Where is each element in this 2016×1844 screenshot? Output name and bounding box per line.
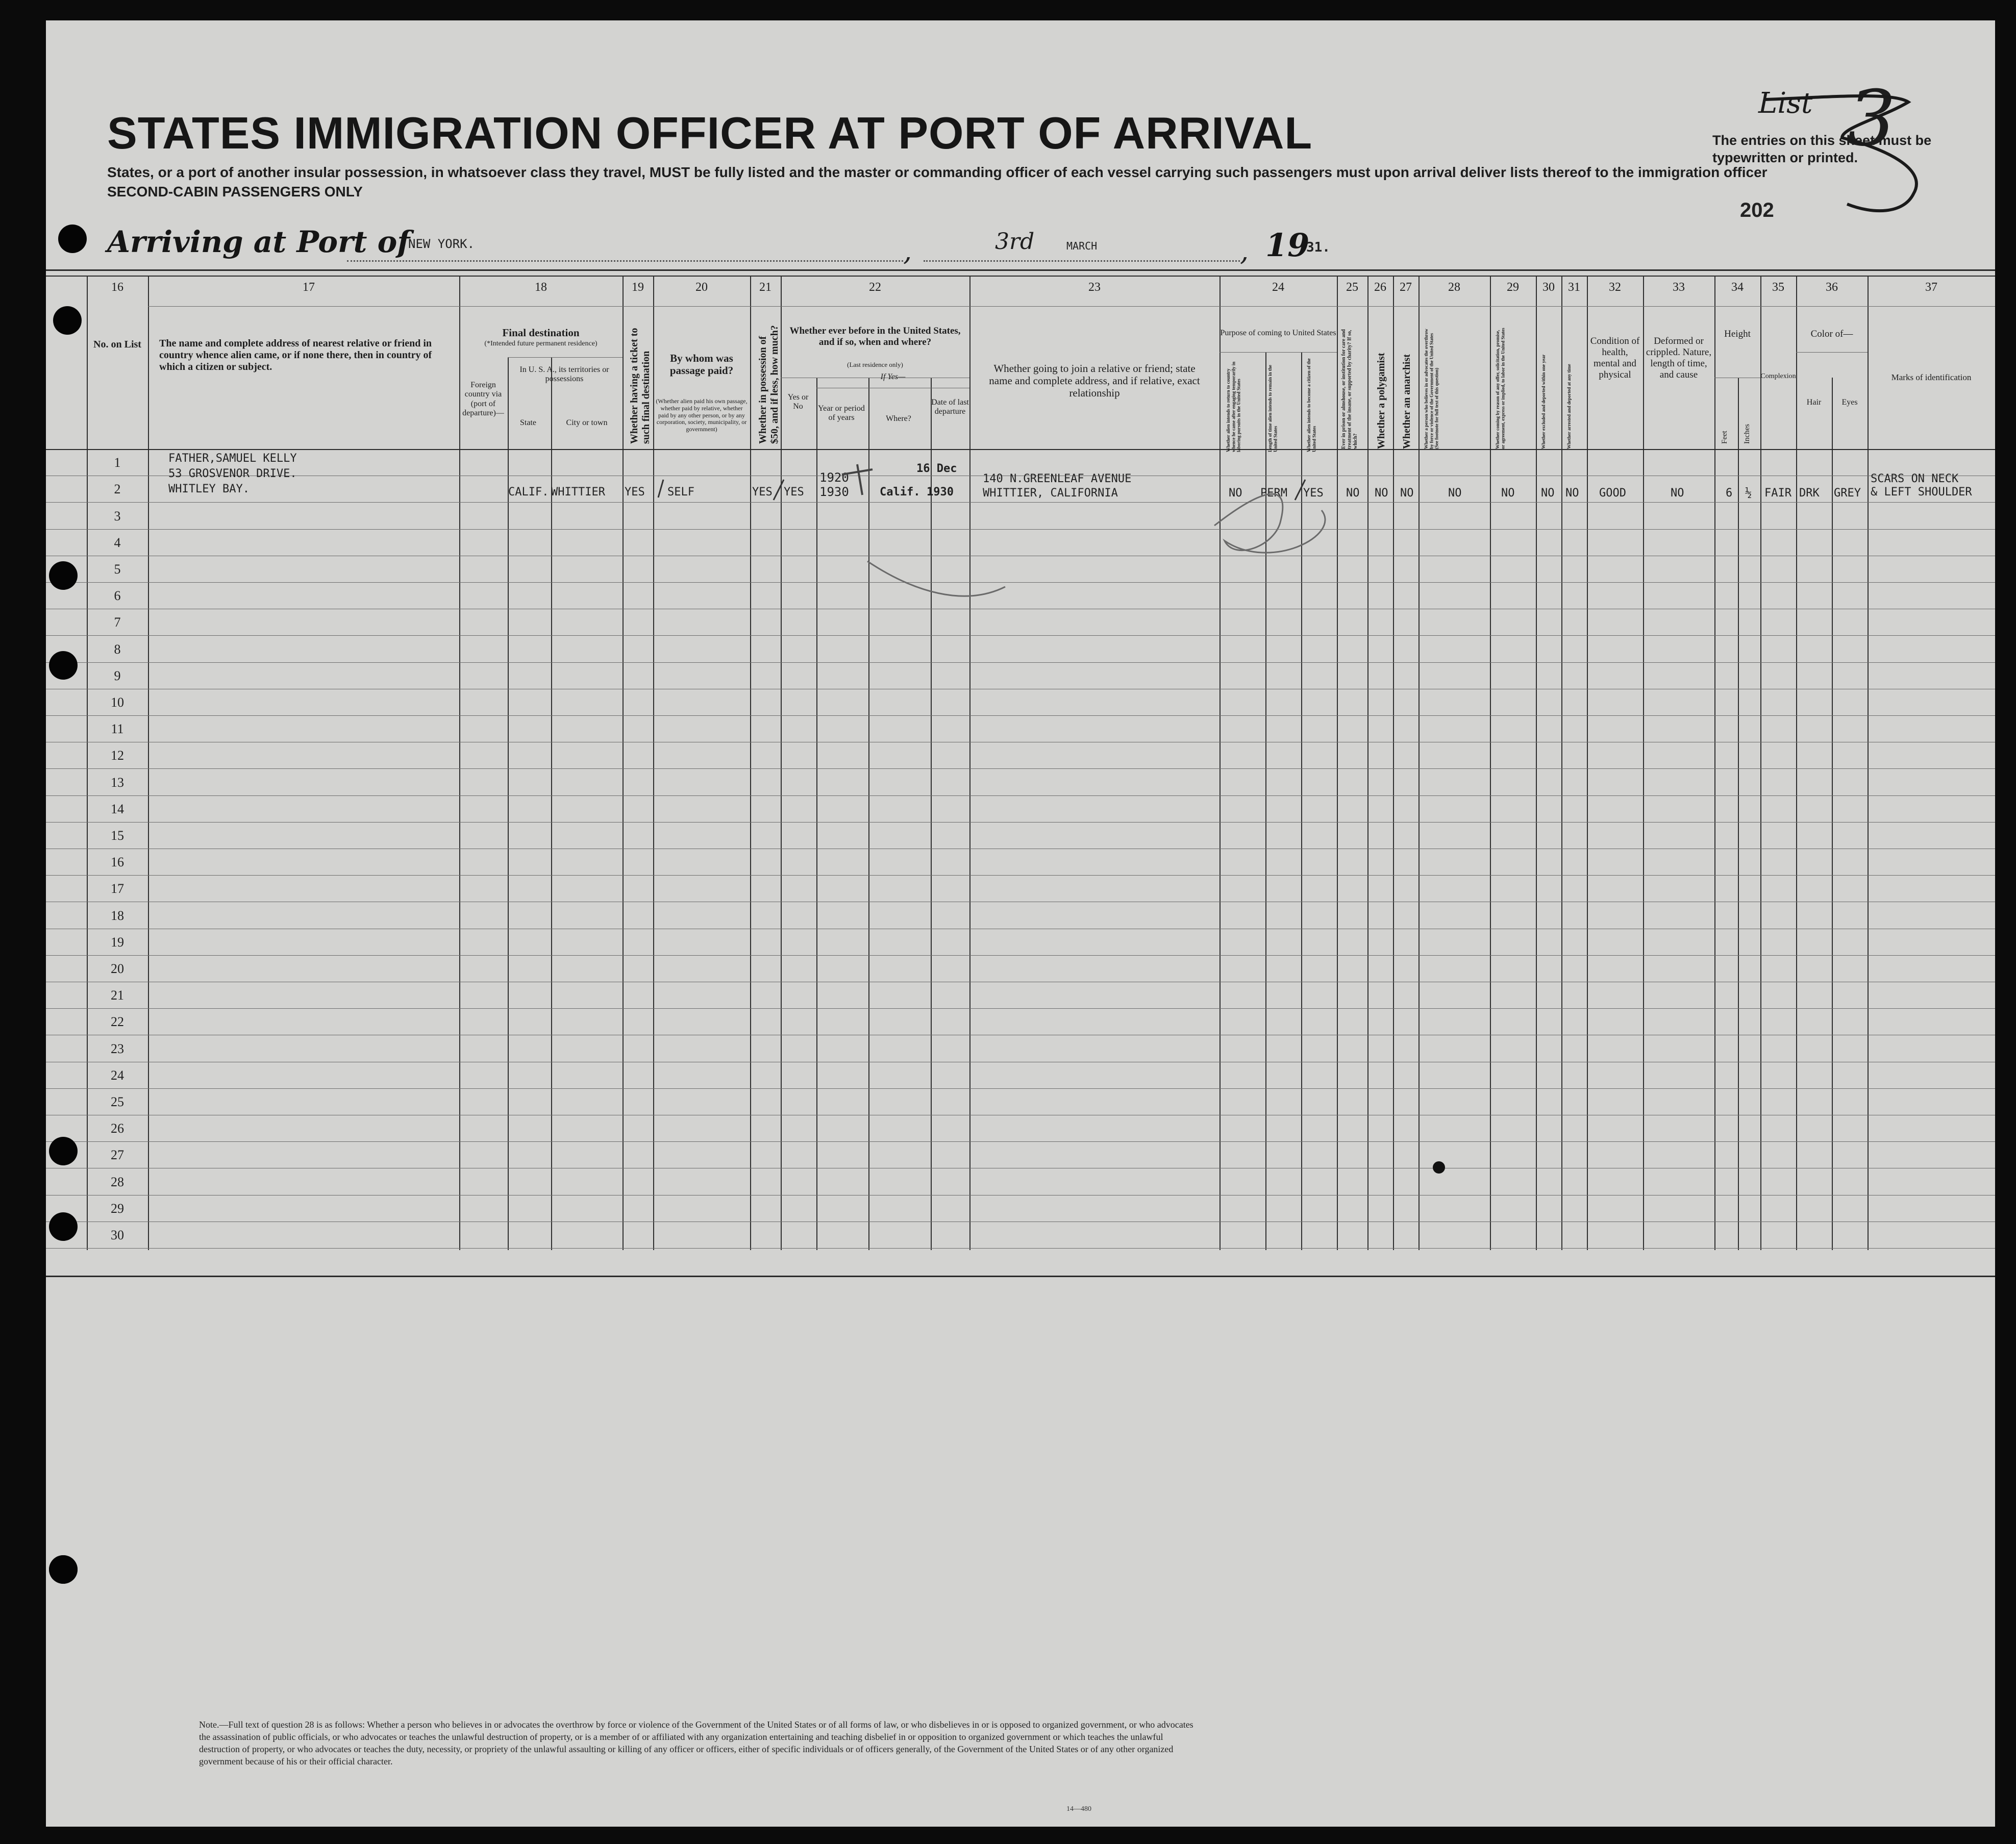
entry-health: GOOD [1599,487,1626,500]
row-number: 17 [111,881,124,896]
col-18-state: State [520,418,536,427]
col-22-number: 22 [869,281,881,294]
entry-state: CALIF. [508,486,549,499]
col-20-number: 20 [695,281,708,294]
entry-hair: DRK [1799,487,1820,500]
row-number: 13 [111,775,124,790]
col-20-subheader: (Whether alien paid his own passage, whether paid by relative, whether paid by any other person, or by any corporation, society, municipality, or government) [656,397,748,433]
row-number: 27 [111,1148,124,1163]
row-number: 9 [114,668,121,683]
col-18-header: Final destination [502,327,580,339]
punch-hole [49,1212,78,1241]
year-suffix: 31. [1306,240,1330,255]
form-code: 14—480 [1066,1805,1091,1813]
col-23-header: Whether going to join a relative or friend; state name and complete address, and if relative, exact relationship [989,362,1200,400]
row-number: 5 [114,562,121,577]
col-16-header: No. on List [93,339,141,350]
row-number: 18 [111,908,124,923]
entry-fifty-dollars: YES [752,486,773,499]
entry-q31: NO [1565,487,1579,500]
entry-return: NO [1229,487,1242,500]
col-27-header: Whether an anarchist [1401,354,1412,449]
entry-q25: NO [1346,487,1360,500]
col-25-number: 25 [1346,281,1358,294]
row-number: 1 [114,455,121,470]
col-26-header: Whether a polygamist [1376,353,1387,449]
row-number: 8 [114,641,121,657]
row-number: 19 [111,934,124,950]
entry-complexion: FAIR [1764,487,1791,500]
col-28-number: 28 [1448,281,1460,294]
row-number: 16 [111,855,124,870]
col-31-number: 31 [1568,281,1580,294]
row-number: 15 [111,828,124,843]
entry-departure-date: 16 Dec [916,462,957,475]
row-number: 3 [114,508,121,524]
row-number: 4 [114,535,121,550]
col-30-header: Whether excluded and deported within one year [1541,354,1546,449]
footnote: Note.—Full text of question 28 is as follows: Whether a person who believes in or advocates the overthrow by force or violence of the Government of the United States or of all forms of law, or who disbelieves in or is opposed to organized government, or who advocates the assassination of public officials, or who advocates or teaches the unlawful destruction of property, or is a member of or affiliated with any organization entertaining and teaching disbelief in or opposition to organized government or which teaches the unlawful destruction of property, or who advocates or teaches the duty, necessity, or propriety of the unlawful assaulting or killing of any officer or officers, either of specific individuals or of officers generally, of the Government of the United States or of any other organized government because of his or their official character. [199,1720,1193,1766]
entry-where: Calif. [880,486,920,499]
row-number: 14 [111,801,124,816]
entry-q26: NO [1375,487,1388,500]
col-18-number: 18 [535,281,547,294]
entry-q28: NO [1448,487,1462,500]
row-number: 30 [111,1228,124,1242]
col-17-header: The name and complete address of nearest relative or friend in country whence alien came, or if none there, then in country of which a citizen or subject. [159,338,432,372]
entry-paid-by: SELF [667,486,694,499]
row-number: 7 [114,615,121,630]
col-17-number: 17 [303,281,315,294]
sheet-number: 202 [1740,199,1774,221]
entry-years-2: 1930 [819,485,849,499]
col-16-number: 16 [111,281,123,294]
entry-before-in-us: YES [784,486,804,499]
pen-marks [46,20,1995,1827]
entry-feet: 6 [1726,487,1733,500]
comma-mark: , [903,235,912,267]
entry-citizen: YES [1303,487,1324,500]
marks-line-2: & LEFT SHOULDER [1871,486,1972,499]
col-22-if-yes: If Yes— [880,372,906,381]
col-18-foreign: Foreign country via (port of departure)— [462,381,504,418]
col-36-hair: Hair [1806,398,1822,407]
join-line-1: 140 N.GREENLEAF AVENUE [983,472,1132,485]
relative-line-1: FATHER,SAMUEL KELLY [168,452,297,465]
entry-deformed: NO [1671,487,1684,500]
entry-q30: NO [1541,487,1555,500]
entries-note: The entries on this sheet must be typewritten or printed. [1712,133,1932,165]
row-number: 22 [111,1014,124,1030]
arrival-day: 3rd [995,229,1035,255]
row-number: 24 [111,1067,124,1083]
col-24-citizen: Whether alien intends to become a citizen of the United States [1306,358,1317,452]
col-32-header: Condition of health, mental and physical [1590,336,1640,380]
entry-ticket: YES [625,486,645,499]
col-32-number: 32 [1609,281,1621,294]
arriving-label: Arriving at Port of [107,225,410,259]
entry-years-1: 1920 [819,470,849,485]
col-33-header: Deformed or crippled. Nature, length of time, and cause [1646,336,1712,380]
col-37-header: Marks of identification [1891,372,1972,382]
col-34-header: Height [1724,329,1751,339]
col-22-where: Where? [886,414,911,423]
row-number: 29 [111,1201,124,1216]
year-prefix: 19 [1265,227,1310,264]
col-24-length: Length of time alien intends to remain in the United States [1267,365,1278,452]
col-21-header: Whether in possession of $50, and if less, how much? [757,325,780,444]
arrival-month: MARCH [1066,240,1098,252]
row-number: 12 [111,748,124,763]
relative-line-3: WHITLEY BAY. [168,483,250,495]
row-number: 11 [111,721,124,737]
list-label: List [1758,87,1813,120]
relative-line-2: 53 GROSVENOR DRIVE. [168,467,297,480]
col-31-header: Whether arrested and deported at any time [1566,364,1572,449]
col-35-header: Complexion [1760,372,1796,380]
entry-length-of-stay: PERM [1260,487,1287,500]
col-22-subheader: (Last residence only) [847,361,903,368]
col-18-subheader: (*Intended future permanent residence) [484,340,598,347]
row-number: 20 [111,961,124,976]
col-22-yes-no: Yes or No [787,393,809,411]
entry-city: WHITTIER [551,486,605,499]
row-number: 28 [111,1174,124,1189]
comma-mark-2: , [1240,235,1249,267]
marks-line-1: SCARS ON NECK [1871,472,1959,485]
passenger-class-line: SECOND-CABIN PASSENGERS ONLY [107,184,363,200]
punch-hole [49,1137,78,1165]
intro-line: States, or a port of another insular possession, in whatsoever class they travel, MUST be fully listed and the master or commanding officer of each vessel carrying such passengers must upon arrival deliver lists thereof to the immigration officer [107,164,1768,180]
col-35-number: 35 [1772,281,1784,294]
col-34-inches: Inches [1743,423,1751,444]
page-title: STATES IMMIGRATION OFFICER AT PORT OF ARRIVAL [107,108,1313,158]
punch-hole [49,651,78,680]
punch-hole [58,225,87,253]
entry-q27: NO [1400,487,1414,500]
entry-eyes: GREY [1834,487,1861,500]
row-number: 6 [114,588,121,604]
col-22-header: Whether ever before in the United States, and if so, when and where? [789,326,961,347]
col-34-feet: Feet [1721,431,1729,444]
port-value: NEW YORK. [408,237,475,251]
col-22-departure: Date of last departure [931,398,969,416]
col-29-number: 29 [1507,281,1519,294]
col-36-eyes: Eyes [1841,398,1858,407]
row-number: 21 [111,988,124,1003]
col-18-usa: In U. S. A., its territories or possessions [519,365,609,384]
row-number: 2 [114,482,121,497]
col-24-number: 24 [1272,281,1284,294]
punch-hole [53,306,82,335]
row-number: 10 [111,695,124,710]
col-21-number: 21 [759,281,771,294]
col-33-number: 33 [1673,281,1685,294]
entry-departure-year: 1930 [927,486,954,499]
col-19-number: 19 [632,281,644,294]
col-37-number: 37 [1925,281,1937,294]
entry-inches: ½ [1745,487,1752,500]
join-line-2: WHITTIER, CALIFORNIA [983,487,1118,500]
col-24-return: Whether alien intends to return to country whence he came after engaging temporarily in laboring pursuits in the United States [1226,361,1241,452]
manifest-sheet [46,20,1995,1827]
punch-hole [49,561,78,590]
col-20-header: By whom was passage paid? [669,352,734,377]
col-24-header: Purpose of coming to United States [1220,329,1336,337]
col-28-header: Whether a person who believes in or advocates the overthrow by force or violence of the Government of the United States (See footnote for full text of this question) [1424,329,1439,449]
row-number: 26 [111,1121,124,1136]
col-23-number: 23 [1088,281,1101,294]
col-19-header: Whether having a ticket to such final destination [629,328,652,444]
punch-hole [49,1555,78,1584]
list-number: 3 [1847,74,1896,163]
col-25-header: Ever in prison or almshouse, or institution for care and treatment of the insane, or supported by charity? If so, which? [1341,329,1358,449]
col-29-header: Whether coming by reason of any offer, solicitation, promise, or agreement, express or implied, to labor in the United States [1495,328,1506,449]
col-36-header: Color of— [1810,329,1853,339]
col-22-years: Year or period of years [818,404,865,422]
col-18-city: City or town [566,418,608,427]
col-26-number: 26 [1374,281,1386,294]
col-34-number: 34 [1731,281,1744,294]
row-number: 23 [111,1041,124,1056]
col-30-number: 30 [1542,281,1555,294]
col-36-number: 36 [1826,281,1838,294]
row-number: 25 [111,1094,124,1109]
entry-q29: NO [1501,487,1515,500]
col-27-number: 27 [1400,281,1412,294]
